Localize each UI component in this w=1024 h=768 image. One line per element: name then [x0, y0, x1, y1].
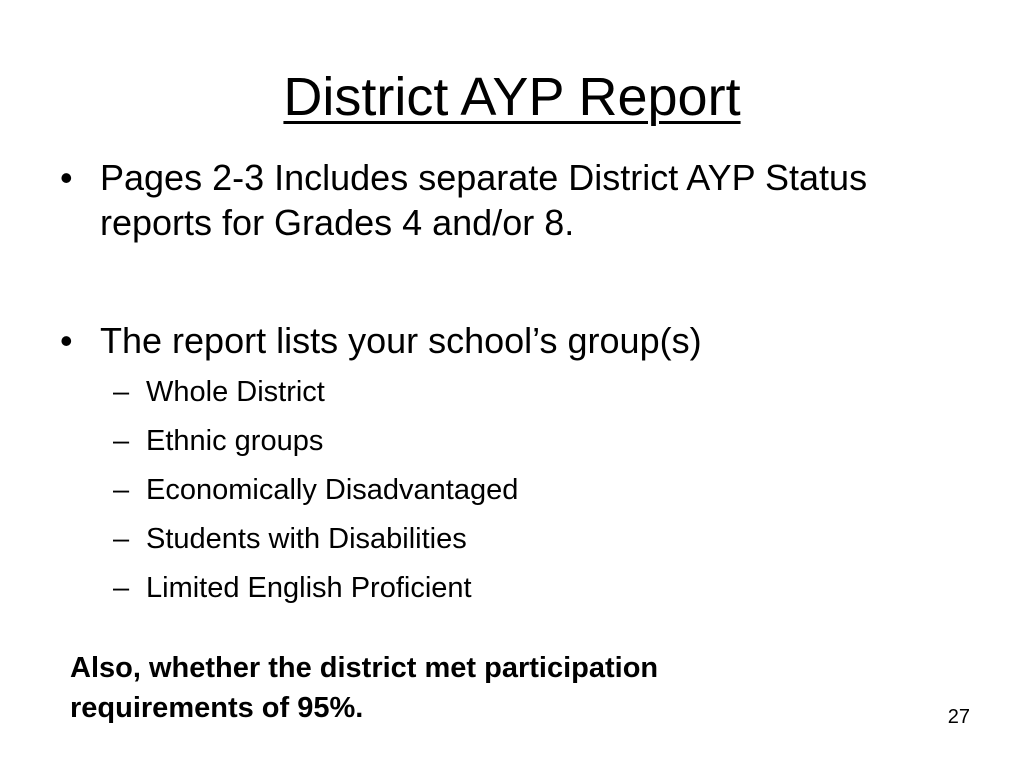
sub-bullet-text: Whole District	[146, 376, 325, 408]
bullet-text: Pages 2-3 Includes separate District AYP Status reports for Grades 4 and/or 8.	[100, 157, 868, 243]
bullet-item	[60, 318, 960, 363]
sub-bullet-item	[113, 368, 813, 417]
sub-bullet-item	[113, 417, 813, 466]
sub-bullet-text: Limited English Proficient	[146, 572, 472, 604]
sub-bullet-text: Ethnic groups	[146, 425, 324, 457]
bullet-marker: •	[60, 157, 73, 198]
sub-bullet-item	[113, 564, 813, 613]
dash-marker: –	[113, 474, 130, 506]
bullet-text: The report lists your school’s group(s)	[100, 320, 702, 361]
bullet-marker: •	[60, 320, 73, 361]
dash-marker: –	[113, 376, 130, 408]
sub-bullet-item	[113, 466, 813, 515]
dash-marker: –	[113, 425, 130, 457]
participation-note: Also, whether the district met participation requirements of 95%.	[70, 652, 659, 724]
dash-marker: –	[113, 572, 130, 604]
sub-bullet-item	[113, 515, 813, 564]
dash-marker: –	[113, 523, 130, 555]
sub-bullet-text: Economically Disadvantaged	[146, 474, 519, 506]
page-number: 27	[947, 706, 970, 728]
sub-bullet-list	[113, 368, 813, 613]
sub-bullet-text: Students with Disabilities	[146, 523, 467, 555]
slide-title: District AYP Report	[283, 67, 741, 127]
bullet-item	[60, 155, 960, 245]
